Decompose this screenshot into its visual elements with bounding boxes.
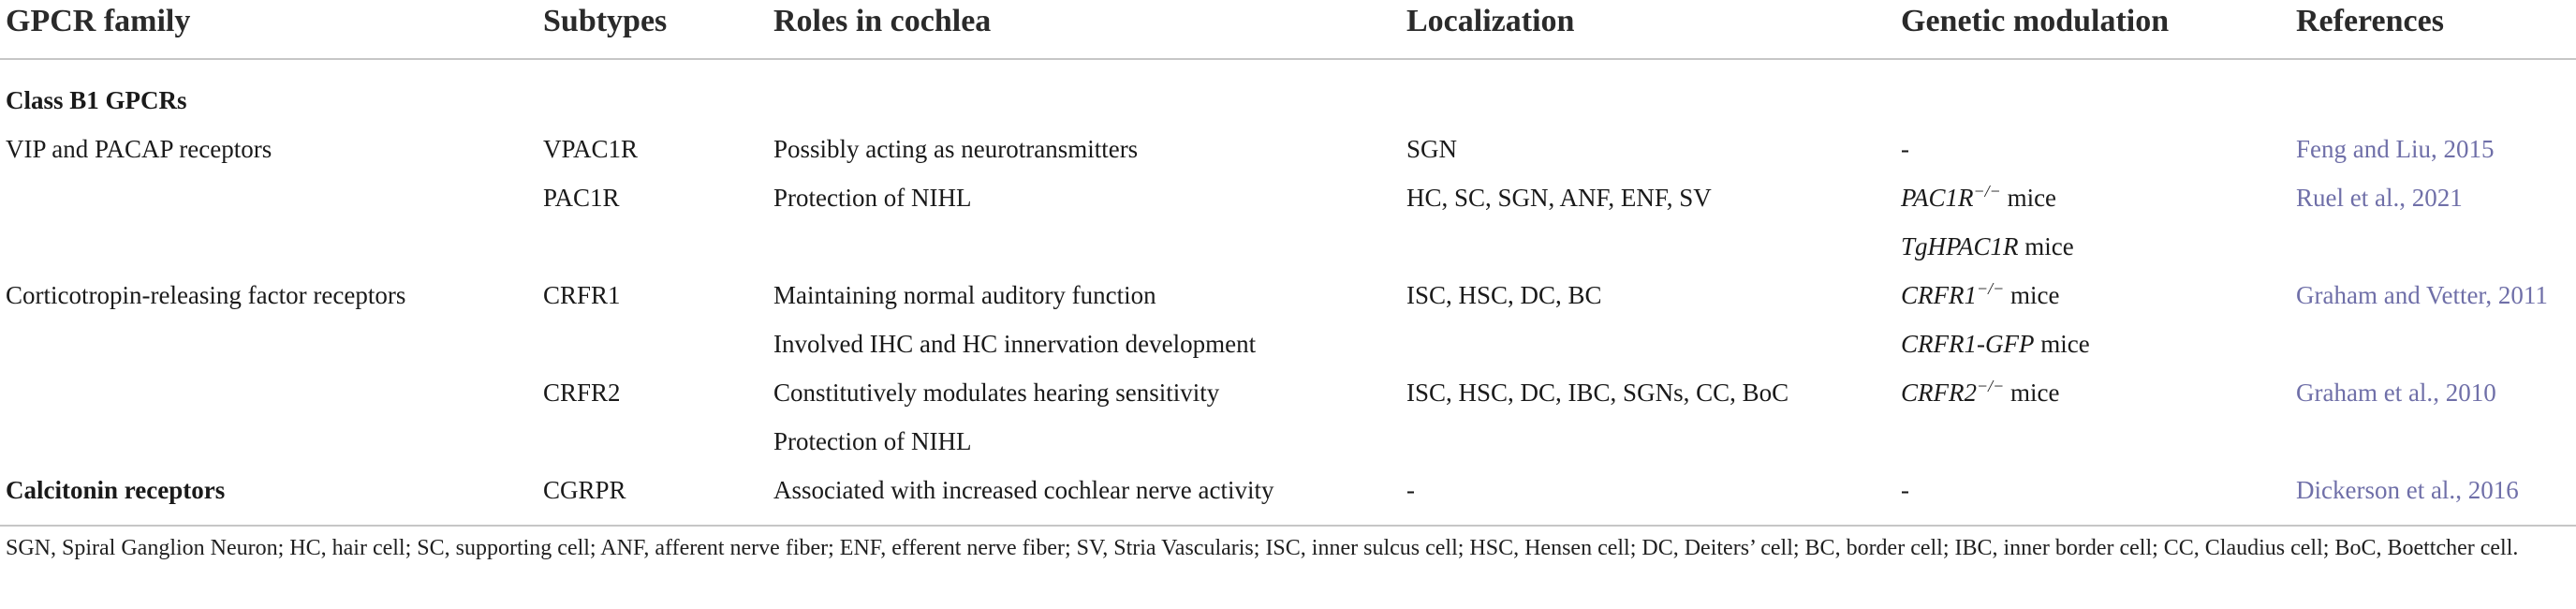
role-vpac1r: Possibly acting as neurotransmitters [773, 135, 1139, 163]
gen-pac1r-knockout [1901, 182, 2057, 212]
loc-pac1r: HC, SC, SGN, ANF, ENF, SV [1406, 184, 1712, 212]
gene-suffix: mice [2010, 379, 2060, 407]
family-vip-pacap: VIP and PACAP receptors [6, 135, 272, 163]
role-crfr1-b: Involved IHC and HC innervation development [773, 330, 1257, 358]
loc-cgrpr: - [1406, 476, 1415, 504]
role-crfr2-b: Protection of NIHL [773, 427, 972, 455]
header-localization: Localization [1406, 4, 1575, 38]
ref-graham-2010[interactable]: Graham et al., 2010 [2296, 379, 2496, 407]
gen-crfr1-knockout [1901, 279, 2060, 309]
subtype-cgrpr: CGRPR [543, 476, 626, 504]
gen-vpac1r: - [1901, 135, 1909, 163]
ref-author: Feng and Liu [2296, 135, 2431, 163]
ref-year: 2011 [2497, 281, 2548, 309]
subtype-pac1r: PAC1R [543, 184, 620, 212]
table-footnote: SGN, Spiral Ganglion Neuron; HC, hair cell; SC, supporting cell; ANF, afferent nerve fiber; ENF, efferent nerve fiber; SV, Stria Vascularis; ISC, inner sulcus cell; HSC, Hensen cell; DC, Deiters’ cell; BC, border cell; IBC, inner border cell; CC, Claudius cell; BoC, Boettcher cell. [6, 536, 2519, 560]
gen-crfr2-knockout [1901, 377, 2060, 407]
gene-name: CRFR1-GFP [1901, 330, 2035, 358]
gene-name: CRFR2 [1901, 379, 1977, 407]
gene-sup: −/− [1977, 279, 2005, 298]
header-subtypes: Subtypes [543, 4, 668, 38]
gene-name: TgHPAC1R [1901, 232, 2019, 260]
gene-suffix: mice [2010, 281, 2060, 309]
gene-sup: −/− [1977, 377, 2005, 395]
subtype-vpac1r: VPAC1R [543, 135, 639, 163]
loc-crfr1: ISC, HSC, DC, BC [1406, 281, 1602, 309]
gene-name: CRFR1 [1901, 281, 1977, 309]
role-crfr1-a: Maintaining normal auditory function [773, 281, 1156, 309]
header-divider [0, 58, 2576, 60]
gene-suffix: mice [2024, 232, 2074, 260]
ref-year: 2015 [2443, 135, 2495, 163]
ref-author: Graham and Vetter [2296, 281, 2486, 309]
header-roles: Roles in cochlea [773, 4, 992, 38]
gen-tghpac1r [1901, 234, 2074, 260]
role-cgrpr: Associated with increased cochlear nerve activity [773, 476, 1274, 504]
gen-cgrpr: - [1901, 476, 1909, 504]
family-crf: Corticotropin-releasing factor receptors [6, 281, 406, 309]
footer-divider [0, 525, 2576, 527]
gene-suffix: mice [2040, 330, 2090, 358]
subtype-crfr1: CRFR1 [543, 281, 621, 309]
gene-suffix: mice [2007, 184, 2057, 212]
header-gpcr-family: GPCR family [6, 4, 191, 38]
ref-year: 2021 [2411, 184, 2463, 212]
gen-crfr1-gfp [1901, 332, 2090, 357]
ref-author: Dickerson et al. [2296, 476, 2456, 504]
role-pac1r: Protection of NIHL [773, 184, 972, 212]
ref-author: Ruel et al. [2296, 184, 2400, 212]
family-calcitonin: Calcitonin receptors [6, 476, 226, 504]
ref-author: Graham et al. [2296, 379, 2434, 407]
role-crfr2-a: Constitutively modulates hearing sensitivity [773, 379, 1220, 407]
loc-vpac1r: SGN [1406, 135, 1458, 163]
subtype-crfr2: CRFR2 [543, 379, 621, 407]
header-references: References [2296, 4, 2444, 38]
ref-dickerson[interactable]: Dickerson et al., 2016 [2296, 476, 2519, 504]
ref-year: 2010 [2445, 379, 2496, 407]
ref-graham-vetter[interactable]: Graham and Vetter, 2011 [2296, 281, 2548, 309]
ref-feng-liu[interactable]: Feng and Liu, 2015 [2296, 135, 2495, 163]
header-genetic-modulation: Genetic modulation [1901, 4, 2170, 38]
loc-crfr2: ISC, HSC, DC, IBC, SGNs, CC, BoC [1406, 379, 1789, 407]
ref-year: 2016 [2467, 476, 2519, 504]
section-class-b1: Class B1 GPCRs [6, 86, 187, 114]
gene-name: PAC1R [1901, 184, 1974, 212]
ref-ruel[interactable]: Ruel et al., 2021 [2296, 184, 2463, 212]
gene-sup: −/− [1973, 182, 2001, 201]
